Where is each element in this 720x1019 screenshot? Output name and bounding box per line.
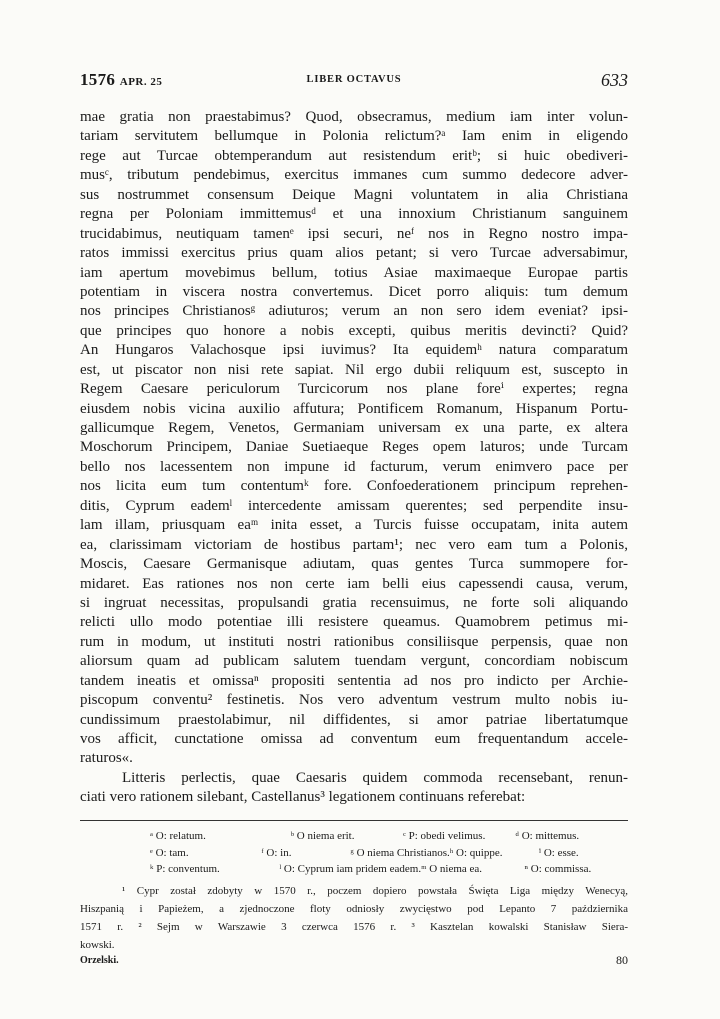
footnote-divider [80, 820, 628, 821]
variant-note: ᵐ O niema ea. [421, 863, 483, 875]
text-line: mae gratia non praestabimus? Quod, obsecramus, medium iam inter volun- [80, 109, 628, 125]
footnote-line: 1571 r. ² Sejm w Warszawie 3 czerwca 1576 r. ³ Kasztelan kowalski Stanisław Siera- [80, 921, 628, 933]
variant-note: ᶜ P: obedi velimus. [403, 830, 486, 842]
text-line: aliorsum quam ad publicam salutem tuendam vergunt, concordiam nobiscum [80, 653, 628, 670]
text-line: Moschorum Principem, Daniae Suetiaeque Reges opem laturos; unde Turcam [80, 439, 628, 456]
page-number: 633 [601, 70, 628, 90]
text-line: trucidabimus, neutiquam tamenᵉ ipsi securi, neᶠ nos in Regno nostro impa- [80, 225, 628, 242]
text-line: midaret. Eas rationes nos non certe iam belli eius capessendi causa, verum, [80, 575, 628, 592]
variant-note-row [80, 828, 628, 845]
text-line: Moscis, Caesare Germanisque adiutam, quas gentes Turca summopere for- [80, 556, 628, 573]
text-line: que principes quo honore a nobis excepti, quibus meritis devincti? Quid? [80, 322, 628, 339]
variant-note: ᵉ O: tam. [150, 846, 189, 859]
variant-note: ᵍ O niema Christianos. [350, 846, 450, 859]
footer-signature-number: 80 [616, 953, 628, 967]
text-line: tariam servitutem bellumque in Polonia relictum?ᵃ Iam enim in eligendo [80, 128, 628, 145]
header-month-day: APR. 25 [119, 76, 163, 88]
text-line: ea, clarissimam victoriam de hostibus partam¹; nec vero eam tum a Polonis, [80, 536, 628, 553]
text-line: sus nostrummet consensum Deique Magni voluntatem in alia Christiana [80, 186, 628, 203]
variant-notes [80, 828, 628, 878]
text-line: tandem ineatis et omissaⁿ propositi sententia ad nos pro indicto per Archie- [80, 672, 628, 689]
text-line: Litteris perlectis, quae Caesaris quidem commoda recensebant, renun- [122, 769, 628, 786]
page-header [80, 70, 628, 92]
text-line: potentiam in viscera nostra convertemus. Dicet porro aliquis: tum demum [80, 283, 628, 300]
variant-note: ᶠ O: in. [261, 846, 292, 859]
text-line: musᶜ, tributum pendebimus, exercitus immanes cum summo dedecore adver- [80, 167, 628, 184]
footnote-line: kowski. [80, 939, 115, 951]
variant-note-row [80, 861, 628, 878]
footnote-line: Hiszpanią i Papieżem, a zjednoczone floty odniosły zwycięstwo pod Lepanto 7 października [80, 903, 628, 915]
running-title: LIBER OCTAVUS [306, 74, 402, 85]
variant-note: ᵇ O niema erit. [290, 830, 355, 842]
text-line: est, ut piscator non nisi rete sapiat. Nil ergo dubii reliquum est, suscepto in [80, 361, 628, 378]
text-line: relicti ullo modo potentiae illi resistere queamus. Quamobrem petimus mi- [80, 614, 628, 631]
footnote-line: ¹ Cypr został zdobyty w 1570 r., poczem dopiero powstała Święta Liga między Wenecyą, [122, 885, 628, 897]
text-line: si ingruat necessitas, propulsandi gratia recensuimus, ne forte soli aliquando [80, 594, 628, 611]
text-line: lam illam, priusquam eaᵐ inita esset, a Turcis fuisse occupatam, inita autem [80, 517, 628, 534]
footer-source: Orzelski. [80, 955, 119, 966]
text-line: ditis, Cyprum eademˡ intercedente amissam querentes; sed perpendite insu- [80, 497, 628, 514]
text-line: bello nos lacessentem non impune id facturum, verum enimvero pace per [80, 458, 628, 475]
text-line: regna per Poloniam immittemusᵈ et una innoxium Christianum sanguinem [80, 206, 628, 223]
text-line: gallicumque Regem, Venetos, Germaniam universam ex una parte, ex altera [80, 420, 628, 436]
text-line: Regem Caesare periculorum Turcicorum nos plane foreⁱ expertes; regna [80, 381, 628, 398]
variant-note-row [80, 845, 628, 862]
variant-note: ʰ O: quippe. [449, 846, 503, 859]
variant-note: ᵃ O: relatum. [150, 830, 206, 842]
variant-note: ᵏ P: conventum. [150, 863, 220, 875]
text-line: nos licita eum tum contentumᵏ fore. Confoederationem principum reprehen- [80, 478, 628, 495]
text-line: ratos immissi exercitus prius quam alios petant; si vero Turcae adversabimur, [80, 245, 628, 262]
text-line: raturos«. [80, 750, 133, 767]
text-line: vos afficit, cunctatione omissa ad conventum eum frequentandum accele- [80, 731, 628, 747]
text-line: ciati vero rationem silebant, Castellanus³ legationem continuans referebat: [80, 789, 526, 806]
text-line: An Hungaros Valachosque ipsi iuvimus? Ita equidemʰ natura comparatum [80, 342, 628, 359]
historical-footnotes [80, 882, 628, 954]
variant-note: ᵈ O: mittemus. [515, 830, 580, 842]
text-line: iam apertum movebimus bellum, totius Asiae maximaeque Europae partis [80, 264, 628, 281]
text-line: rege aut Turcae obtemperandum aut resistendum eritᵇ; si huic obediveri- [80, 147, 628, 164]
variant-note: ⁿ O: commissa. [524, 863, 592, 875]
text-line: piscopum conventu² festinetis. Nos vero adventum vestrum multo nobis iu- [80, 692, 628, 709]
main-text [80, 108, 628, 808]
header-year: 1576 [80, 70, 116, 89]
text-line: rum in modum, ut instituti nostri rationibus consiliisque perpensis, quae non [80, 633, 628, 650]
text-line: nos principes Christianosᵍ adiuturos; verum an non sero idem eveniat? ipsi- [80, 303, 628, 320]
text-line: cundissimum praestolabimur, nil diffidentes, si amor patriae libertatumque [80, 711, 628, 728]
variant-note: ˡ O: Cyprum iam pridem eadem. [279, 863, 422, 875]
text-line: eiusdem nobis vicina auxilio affutura; Pontificem Romanum, Hispanum Portu- [80, 400, 628, 417]
variant-note: ⁱ O: esse. [538, 846, 579, 859]
